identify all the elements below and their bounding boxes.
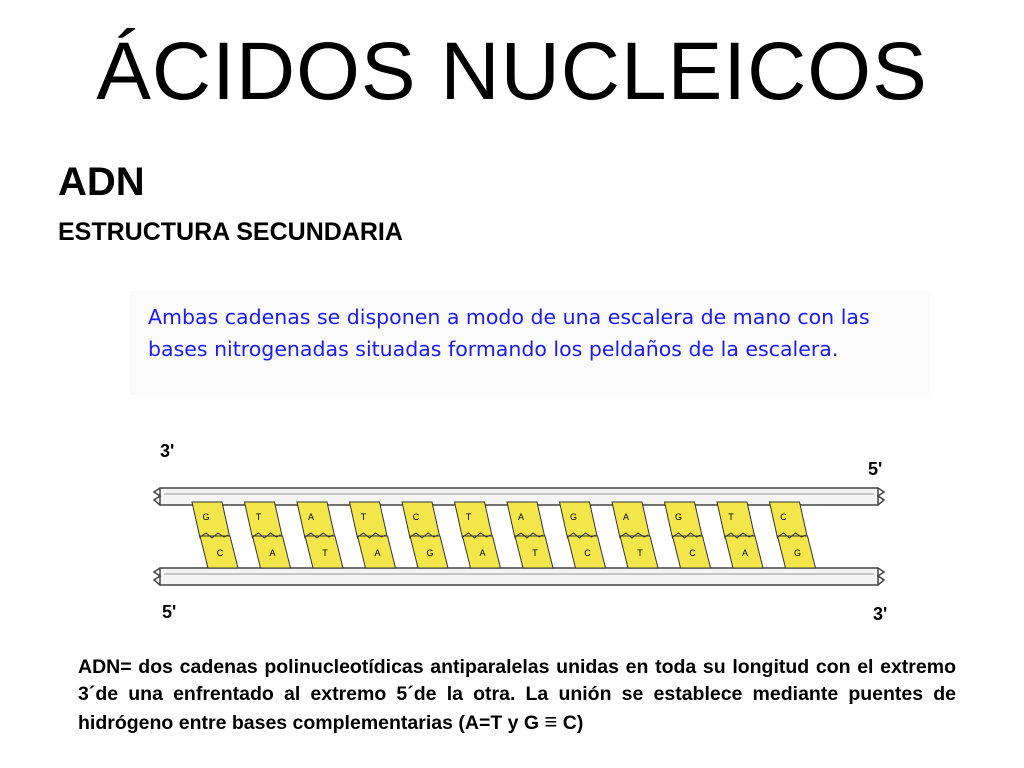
base-pair (192, 502, 238, 568)
base-letter-bottom: G (793, 548, 802, 558)
base-pair (297, 502, 343, 568)
base-top-block (507, 502, 545, 538)
label-5-prime-bottom: 5' (162, 602, 177, 622)
base-letter-bottom: A (269, 548, 276, 558)
figure-caption-box (130, 291, 930, 395)
base-top-block (455, 502, 493, 538)
base-top-block (612, 502, 650, 538)
section-heading: ESTRUCTURA SECUNDARIA (58, 218, 403, 246)
base-top-block (770, 502, 808, 538)
base-top-block (665, 502, 703, 538)
base-letter-bottom: T (322, 548, 328, 558)
base-letter-top: A (517, 512, 525, 522)
base-letter-bottom: C (689, 548, 696, 558)
body-text-end: C) (562, 712, 584, 734)
base-letter-bottom: A (374, 548, 381, 558)
label-5-prime-top: 5' (868, 459, 883, 479)
base-letter-top: A (622, 512, 630, 522)
section-subtitle: ADN (58, 160, 145, 204)
base-letter-top: T (255, 512, 262, 522)
base-letter-top: T (360, 512, 367, 522)
body-text: ADN= dos cadenas polinucleotídicas antiparalelas unidas en toda su longitud con el extremo 3´de una enfrentado al extremo 5´de la otra. La unión se establece mediante puentes de hidrógeno entre bases complementarias (A=T y G (78, 656, 956, 734)
base-top-block (350, 502, 388, 538)
base-letter-top: T (728, 512, 734, 522)
bottom-strand (154, 568, 884, 585)
dna-ladder-diagram (140, 430, 900, 630)
base-top-block (245, 502, 283, 538)
base-letter-bottom: A (479, 548, 486, 558)
base-letter-bottom: G (426, 548, 434, 558)
base-letter-top: C (412, 512, 420, 522)
base-top-block (192, 502, 230, 538)
base-letter-top: A (307, 512, 315, 522)
base-pairs (192, 502, 816, 568)
base-pair (612, 502, 658, 568)
triple-bond-symbol: ≡ (544, 709, 558, 734)
base-pair (665, 502, 711, 568)
base-pair (560, 502, 606, 568)
base-pair (245, 502, 291, 568)
base-letter-bottom: T (637, 548, 643, 558)
base-top-block (717, 502, 755, 538)
base-pair (455, 502, 501, 568)
base-letter-bottom: T (532, 548, 538, 558)
base-letter-bottom: A (741, 548, 749, 558)
base-top-block (560, 502, 598, 538)
base-letter-top: T (465, 512, 472, 522)
label-3-prime-bottom: 3' (873, 604, 888, 624)
base-top-block (402, 502, 440, 538)
base-letter-top: G (569, 512, 578, 522)
figure-caption: Ambas cadenas se disponen a modo de una escalera de mano con las bases nitrogenadas situadas formando los peldaños de la escalera. (148, 305, 870, 361)
base-top-block (297, 502, 335, 538)
base-pair (507, 502, 553, 568)
base-letter-top: G (674, 512, 683, 522)
base-pair (402, 502, 448, 568)
body-paragraph (78, 654, 956, 737)
base-pair (770, 502, 816, 568)
base-letter-bottom: C (584, 548, 591, 558)
base-letter-top: C (780, 512, 787, 522)
base-letter-bottom: C (216, 548, 224, 558)
page-title: ÁCIDOS NUCLEICOS (96, 26, 928, 117)
base-letter-top: G (202, 512, 210, 522)
base-pair (350, 502, 396, 568)
base-pair (717, 502, 763, 568)
label-3-prime-top: 3' (160, 441, 175, 461)
